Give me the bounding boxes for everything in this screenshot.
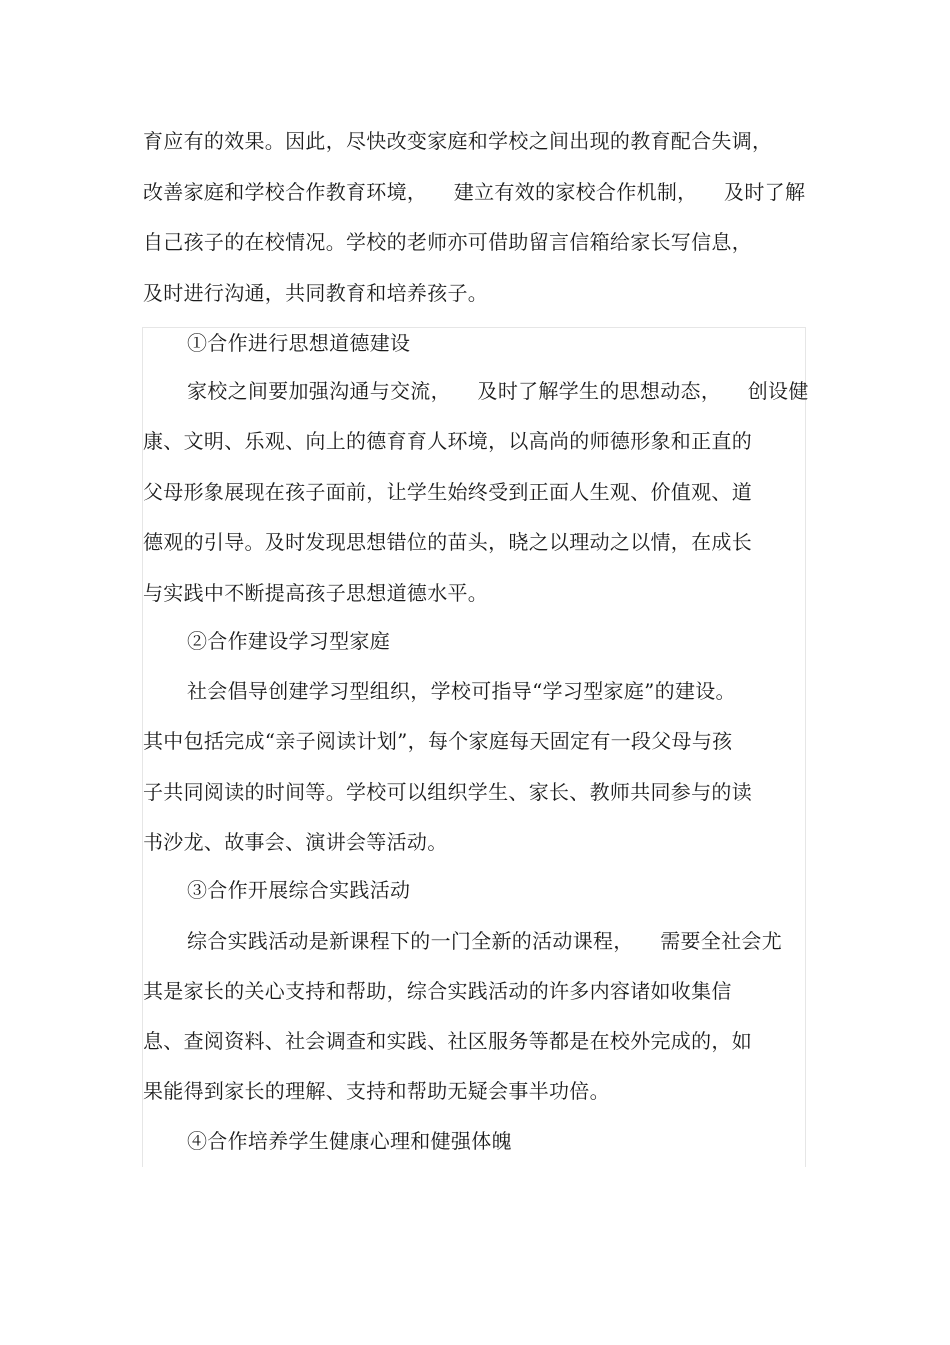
text-line: 家校之间要加强沟通与交流， 及时了解学生的思想动态， 创设健: [187, 379, 809, 403]
text-line: 其中包括完成“亲子阅读计划”，每个家庭每天固定有一段父母与孩: [143, 729, 733, 753]
text-line: 社会倡导创建学习型组织，学校可指导“学习型家庭”的建设。: [187, 679, 736, 703]
text-line: 父母形象展现在孩子面前，让学生始终受到正面人生观、价值观、道: [143, 480, 752, 504]
text-line: 康、文明、乐观、向上的德育育人环境，以高尚的师德形象和正直的: [143, 429, 752, 453]
text-line: 自己孩子的在校情况。学校的老师亦可借助留言信箱给家长写信息，: [143, 230, 752, 254]
text-line: 育应有的效果。因此，尽快改变家庭和学校之间出现的教育配合失调，: [143, 129, 773, 153]
section-heading: ③合作开展综合实践活动: [187, 878, 411, 902]
section-heading: ②合作建设学习型家庭: [187, 629, 390, 653]
text-line: 子共同阅读的时间等。学校可以组织学生、家长、教师共同参与的读: [143, 780, 752, 804]
text-line: 与实践中不断提高孩子思想道德水平。: [143, 581, 489, 605]
text-line: 德观的引导。及时发现思想错位的苗头，晓之以理动之以情，在成长: [143, 530, 752, 554]
text-line: 其是家长的关心支持和帮助，综合实践活动的许多内容诸如收集信: [143, 979, 732, 1003]
text-line: 综合实践活动是新课程下的一门全新的活动课程， 需要全社会尤: [187, 929, 783, 953]
section-heading: ④合作培养学生健康心理和健强体魄: [187, 1129, 512, 1153]
text-line: 书沙龙、故事会、演讲会等活动。: [143, 830, 448, 854]
text-line: 及时进行沟通，共同教育和培养孩子。: [143, 281, 489, 305]
section-heading: ①合作进行思想道德建设: [187, 331, 411, 355]
text-line: 果能得到家长的理解、支持和帮助无疑会事半功倍。: [143, 1079, 610, 1103]
text-line: 息、查阅资料、社会调查和实践、社区服务等都是在校外完成的，如: [143, 1029, 752, 1053]
text-line: 改善家庭和学校合作教育环境， 建立有效的家校合作机制， 及时了解: [143, 180, 806, 204]
